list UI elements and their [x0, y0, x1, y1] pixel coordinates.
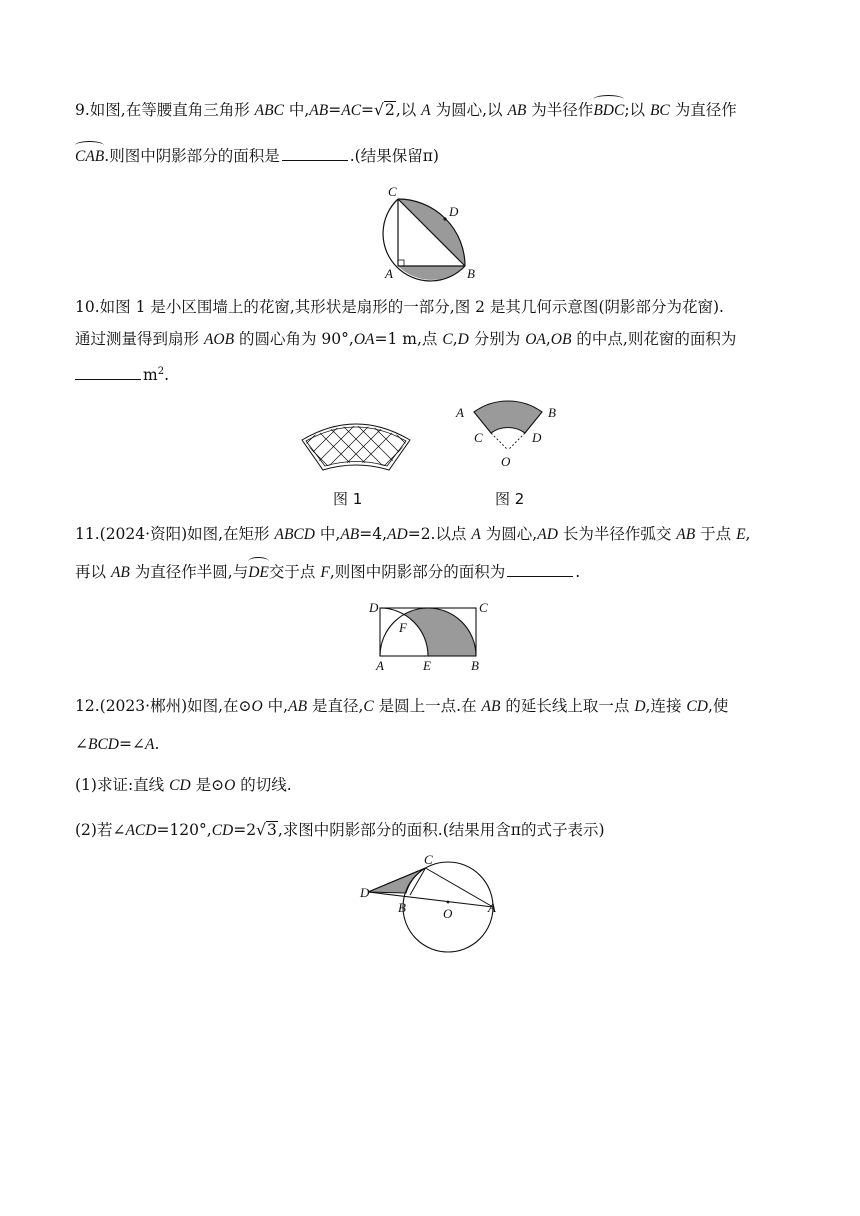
q9-label-a: A	[385, 266, 393, 281]
q9-label-c: C	[388, 184, 397, 199]
q12-label-c: C	[424, 852, 433, 867]
q9-line-1: 9.如图,在等腰直角三角形 ABC 中,AB=AC=√2,以 A 为圆心,以 AB 为半径作BDC;以 BC 为直径作	[75, 99, 737, 122]
answer-blank	[75, 365, 141, 380]
q10-label-c: C	[474, 430, 483, 445]
q9-label-b: B	[467, 266, 475, 281]
q10-od	[508, 433, 525, 450]
q11-figure	[368, 600, 498, 675]
answer-blank	[507, 562, 573, 577]
q9-shaded-crescent-left	[384, 199, 398, 266]
q10-figure-1	[302, 420, 412, 480]
q10-oc	[491, 433, 508, 450]
sqrt-sign: √	[374, 101, 384, 119]
q11-label-e: E	[423, 658, 431, 673]
q10-label-d: D	[532, 430, 542, 445]
q12-center-o	[447, 901, 450, 904]
q12-line-ca	[426, 868, 494, 907]
arc-cab: CAB	[75, 146, 104, 168]
q11-line-2: 再以 AB 为直径作半圆,与DE交于点 F,则图中阴影部分的面积为 .	[75, 561, 580, 584]
q11-line-1: 11.(2024·资阳)如图,在矩形 ABCD 中,AB=4,AD=2.以点 A 为圆心,AD 长为半径作弧交 AB 于点 E,	[75, 525, 751, 543]
q10-caption-1: 图 1	[333, 490, 363, 508]
q9-label-d: D	[449, 204, 459, 219]
q10-label-b: B	[548, 405, 556, 420]
q10-line-1: 10.如图 1 是小区围墙上的花窗,其形状是扇形的一部分,图 2 是其几何示意图(阴影部分为花窗).	[75, 298, 724, 316]
q12-line-da	[368, 892, 493, 907]
answer-blank	[282, 146, 348, 161]
q11-label-a: A	[376, 658, 384, 673]
q12-label-d: D	[360, 885, 370, 900]
q12-part-1: (1)求证:直线 CD 是⊙O 的切线.	[75, 776, 292, 794]
q11-label-d: D	[369, 600, 379, 615]
q12-line-1: 12.(2023·郴州)如图,在⊙O 中,AB 是直径,C 是圆上一点.在 AB 的延长线上取一点 D,连接 CD,使	[75, 697, 729, 715]
arc-de: DE	[248, 562, 269, 584]
arc-bdc: BDC	[593, 100, 624, 122]
q12-figure	[360, 850, 510, 945]
q9-figure	[375, 182, 495, 282]
q11-label-b: B	[471, 658, 479, 673]
q10-caption-2: 图 2	[495, 490, 525, 508]
q10-figure-2	[454, 402, 574, 472]
q10-line-3: $m^2$.	[75, 361, 169, 386]
q11-shaded-region	[405, 608, 476, 656]
sqrt-sign: √	[256, 821, 266, 839]
q12-label-b: B	[398, 900, 406, 915]
q12-label-a: A	[488, 900, 496, 915]
q11-label-f: F	[399, 620, 407, 635]
q10-line-2: 通过测量得到扇形 AOB 的圆心角为 90°,OA=1 m,点 C,D 分别为 OA,OB 的中点,则花窗的面积为	[75, 330, 737, 348]
q12-label-o: O	[443, 906, 453, 921]
q9-point-d	[443, 217, 446, 220]
q10-label-o: O	[501, 454, 511, 469]
sqrt-3: 3	[267, 821, 277, 839]
q12-line-2: ∠BCD=∠A.	[75, 735, 160, 753]
q9-line-2: CAB.则图中阴影部分的面积是 .(结果保留π)	[75, 145, 439, 168]
q10-label-a: A	[456, 405, 464, 420]
q11-label-c: C	[479, 600, 488, 615]
q9-right-angle-mark	[398, 260, 404, 266]
sqrt-2: 2	[384, 101, 395, 119]
q10-shaded-window	[474, 401, 542, 433]
q12-part-2: (2)若∠ACD=120°,CD=2√3,求图中阴影部分的面积.(结果用含π的式子表示)	[75, 821, 605, 839]
q9-shaded-lower	[398, 266, 465, 280]
